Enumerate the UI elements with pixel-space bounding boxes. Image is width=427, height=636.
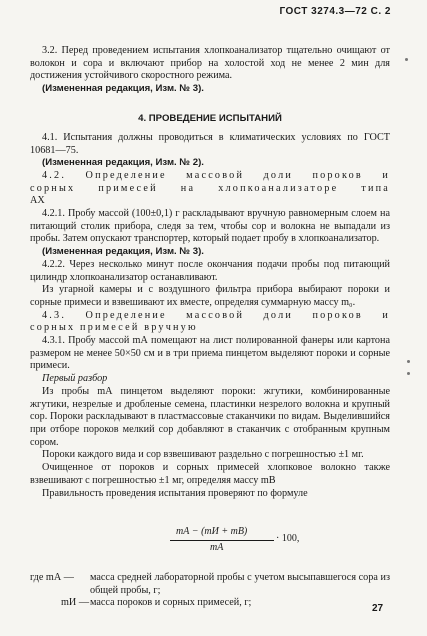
paragraph-4-2-2: 4.2.2. Через несколько минут после окончания подачи пробы под питающий цилиндр хлопкоанализатор останавливают. bbox=[30, 258, 390, 283]
definition-value: масса средней лабораторной пробы с учетом высыпавшегося сора из общей пробы, г; bbox=[90, 572, 390, 596]
paragraph-4-1: 4.1. Испытания должны проводиться в климатических условиях по ГОСТ 10681—75. bbox=[30, 131, 390, 156]
paragraph-3-2: 3.2. Перед проведением испытания хлопкоанализатор тщательно очищают от волокон и сора и включают прибор на холостой ход не менее 2 мин для достижения устойчивого скоростного режима. bbox=[30, 45, 390, 82]
heading-4-2-cont: сорных примесей на хлопкоанализаторе типа bbox=[30, 182, 390, 194]
definition-row bbox=[30, 572, 390, 597]
formula bbox=[170, 526, 300, 556]
page-number: 27 bbox=[372, 603, 384, 614]
section-title: 4. ПРОВЕДЕНИЕ ИСПЫТАНИЙ bbox=[138, 112, 282, 124]
definition-key: где mА — bbox=[30, 572, 74, 583]
edition-note: (Измененная редакция, Изм. № 3). bbox=[42, 246, 204, 258]
definition-key: mИ — bbox=[61, 597, 90, 609]
heading-4-3: 4.3. Определение массовой доли пороков и bbox=[42, 309, 390, 321]
paragraph-4-2-2-b: Из угарной камеры и с воздушного фильтра прибора выбирают пороки и сорные примеси и взвешивают их вместе, определяя суммарную массу m₀. bbox=[30, 284, 390, 308]
paragraph-clean: Очищенное от пороков и сорных примесей хлопковое волокно также взвешивают с погрешностью ±1 мг, определяя массу mВ bbox=[30, 462, 390, 486]
edition-note: (Измененная редакция, Изм. № 2). bbox=[42, 157, 204, 169]
formula-numerator: mА − (mИ + mВ) bbox=[176, 526, 248, 537]
definition-value: масса пороков и сорных примесей, г; bbox=[90, 597, 252, 609]
subheading-first-sort: Первый разбор bbox=[42, 373, 108, 385]
paragraph-4-2-1: 4.2.1. Пробу массой (100±0,1) г раскладывают вручную равномерным слоем на питающий столик прибора, следя за тем, чтобы сор и волокна не выпадали из пробы. Затем опускают транспортер, который подает пробу в хлопкоанализатор. bbox=[30, 208, 390, 245]
paragraph-weigh: Пороки каждого вида и сор взвешивают раздельно с погрешностью ±1 мг. bbox=[42, 449, 364, 461]
formula-tail: · 100, bbox=[276, 533, 300, 544]
definitions bbox=[30, 572, 390, 610]
scan-speck bbox=[407, 372, 410, 375]
paragraph-first-sort: Из пробы mА пинцетом выделяют пороки: жгутики, комбинированные жгутики, незрелые и дробленые семена, пластинки незрелого волокна и крупный сор. Пороки раскладывают в пластмассовые стаканчики по видам. Выделившийся при отборе пороков мелкий сор добавляют в стаканчик с отобранным крупным сором. bbox=[30, 385, 390, 448]
heading-4-2-end: АХ bbox=[30, 195, 45, 207]
page-header: ГОСТ 3274.3—72 С. 2 bbox=[279, 6, 391, 17]
scan-speck bbox=[405, 58, 408, 61]
document-body bbox=[30, 45, 390, 500]
heading-4-3-cont: сорных примесей вручную bbox=[30, 322, 198, 334]
scan-speck bbox=[407, 360, 410, 363]
fraction-bar bbox=[170, 540, 274, 541]
formula-denominator: mА bbox=[210, 542, 224, 553]
definition-row bbox=[30, 597, 390, 610]
edition-note: (Измененная редакция, Изм. № 3). bbox=[42, 83, 204, 95]
heading-4-2: 4.2. Определение массовой доли пороков и bbox=[42, 169, 390, 181]
paragraph-4-3-1: 4.3.1. Пробу массой mА помещают на лист полированной фанеры или картона размером не менее 50×50 см и в три приема пинцетом выделяют пороки и сорные примеси. bbox=[30, 335, 390, 372]
paragraph-check: Правильность проведения испытания проверяют по формуле bbox=[42, 487, 308, 499]
